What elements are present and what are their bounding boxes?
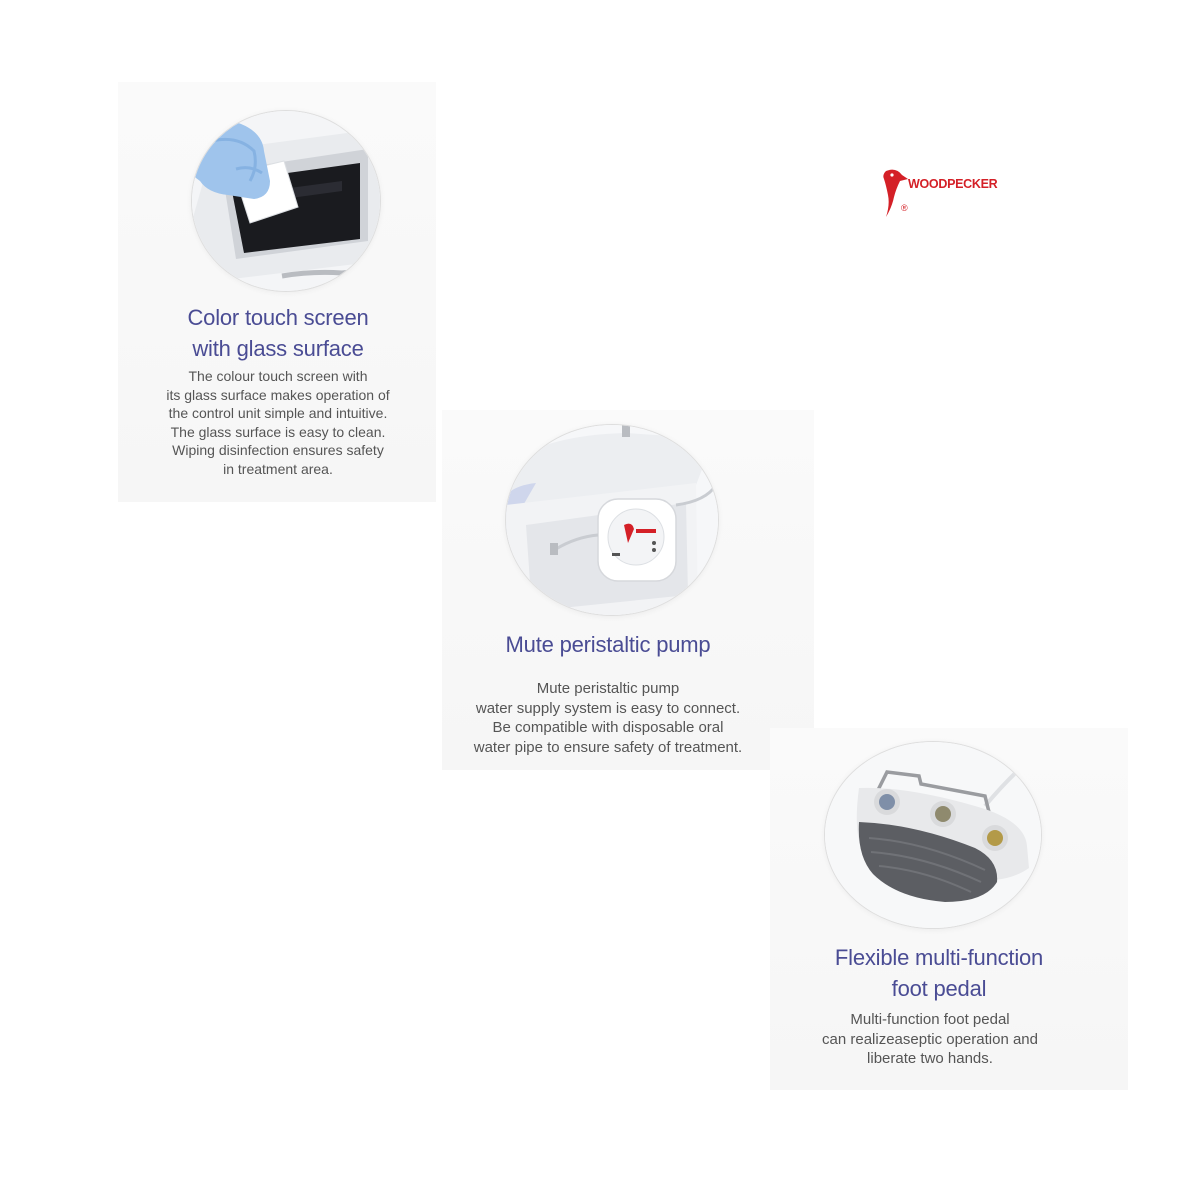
registered-mark: ® (901, 203, 908, 213)
feature-description-touch-screen (140, 367, 416, 479)
woodpecker-logo (878, 167, 998, 221)
description-line: water supply system is easy to connect. (475, 699, 741, 717)
feature-title-foot-pedal (780, 942, 1098, 1004)
title-line: Color touch screen (187, 305, 369, 330)
feature-description-pump (440, 679, 776, 757)
description-line: The glass surface is easy to clean. (170, 423, 386, 440)
touch-screen-photo (191, 110, 381, 292)
description-line: in treatment area. (223, 460, 333, 477)
description-line: Mute peristaltic pump (536, 680, 680, 697)
title-line: Flexible multi-function (834, 945, 1044, 970)
title-line: foot pedal (891, 976, 987, 1001)
peristaltic-pump-photo (505, 424, 719, 616)
description-line: its glass surface makes operation of (166, 386, 390, 403)
description-line: The colour touch screen with (188, 368, 368, 384)
feature-title-pump (452, 629, 764, 660)
title-line: with glass surface (192, 336, 364, 361)
description-line: the control unit simple and intuitive. (168, 405, 388, 422)
title-line: Mute peristaltic pump (505, 632, 711, 657)
description-line: Wiping disinfection ensures safety (172, 442, 384, 459)
brand-name: WOODPECKER (908, 177, 998, 191)
foot-pedal-photo (824, 741, 1042, 929)
description-line: Be compatible with disposable oral (492, 719, 724, 736)
feature-title-touch-screen (140, 302, 416, 364)
description-line: water pipe to ensure safety of treatment. (473, 738, 743, 756)
description-line: liberate two hands. (867, 1050, 993, 1067)
description-line: Multi-function foot pedal (850, 1011, 1010, 1028)
feature-description-foot-pedal (780, 1010, 1080, 1069)
description-line: can realizeaseptic operation and (822, 1030, 1038, 1048)
